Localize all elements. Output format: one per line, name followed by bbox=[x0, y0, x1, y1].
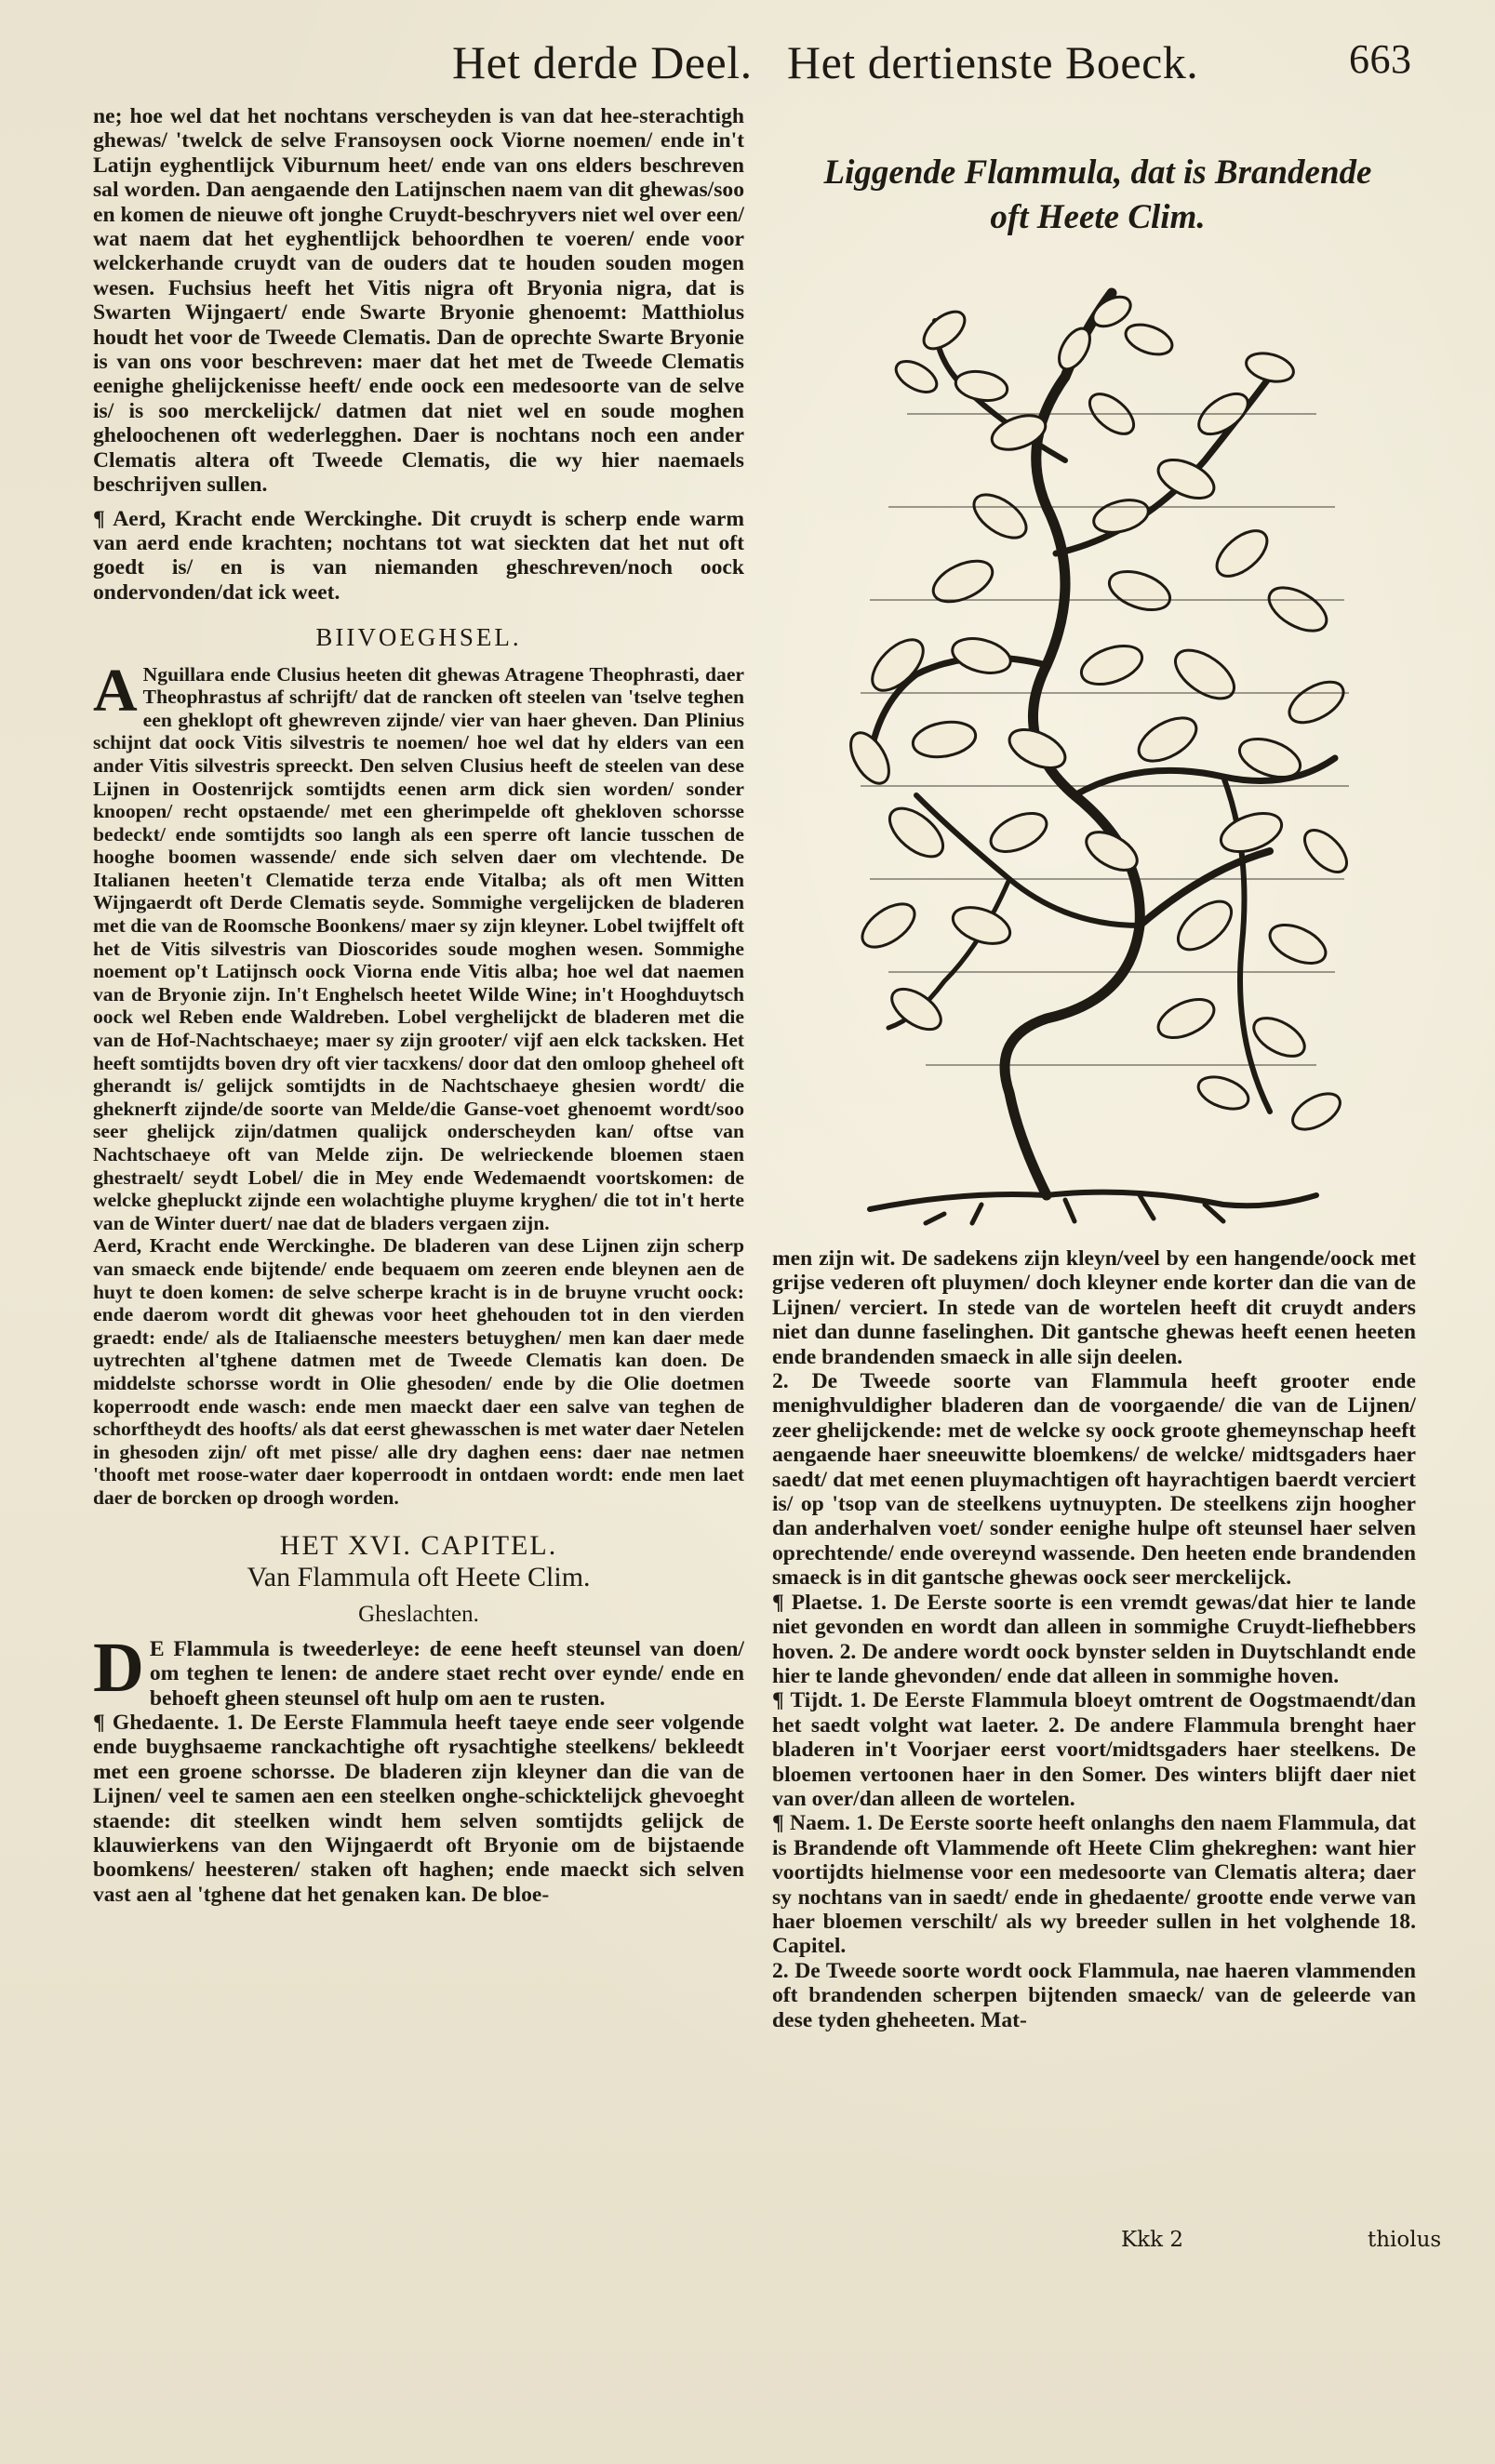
left-column bbox=[93, 104, 744, 1907]
chapter-subtitle: Gheslachten. bbox=[358, 1602, 479, 1628]
bijvoeghsel-paragraph-2: Aerd, Kracht ende Werckinghe. De bladeren van dese Lijnen zijn scherp van smaeck ende bijtende/ ende bequaem om zeeren ende bleynen aen de huyt te doen komen: de selve scherpe kracht is in de bruyne vrucht oock: ende daerom wordt dit ghewas voor heet ghehouden tot in den vierden graedt: ende/ als de Italiaensche meesters betuyghen/ men kan daer mede uytrechten al'tghene datmen met de Tweede Clematis kan doen. De middelste schorsse wordt in Olie ghesoden/ ende by die Olie doetmen koperroodt ende wasch: ende men maeckt daer een salve van teghen de schorftheydt des hoofts/ als dat eerst ghewasschen is met water daer Netelen in ghesoden zijn/ oft met pisse/ alle dry daghen eens: daer nae netmen 'thooft met roose-water daer koperroodt in ontdaen wordt: ende men laet daer de borcken op droogh worden. bbox=[93, 1234, 744, 1509]
right-paragraph-2: 2. De Tweede soorte van Flammula heeft grooter ende menighvuldigher bladeren dan de voorgaende/ die van de Lijnen/ zeer ghelijckende: met de welcke sy oock groote ghemeynschap heeft aengaende haer sneeuwitte bloemkens/ de welcke/ midtsgaders haer saedt/ dat met eenen pluymachtigen oft hayrachtigen baerdt verciert is/ op 'tsop van de steelkens uytnuypten. De steelkens zijn hoogher dan anderhalven voet/ sonder eenighe hulpe oft steunsel haer selven oprechtende/ ende overeynd wassende. Den heeten ende brandenden smaeck is in dit gantsche ghewas oock seer merckelijck. bbox=[772, 1369, 1416, 1591]
chapter-paragraph-1 bbox=[93, 1628, 744, 1711]
chapter-number: HET XVI. CAPITEL. bbox=[279, 1529, 558, 1561]
woodcut-plant-illustration bbox=[833, 274, 1363, 1228]
right-paragraph-6: 2. De Tweede soorte wordt oock Flammula, nae haeren vlammenden oft brandenden scherpen bijtenden smaeck/ van de geleerde van dese tyden gheheeten. Mat- bbox=[772, 1958, 1416, 2032]
figure-title-line-1: Liggende Flammula, dat is Brandende bbox=[823, 153, 1372, 192]
right-paragraph-4: ¶ Tijdt. 1. De Eerste Flammula bloeyt omtrent de Oogstmaendt/dan het saedt volght wat laeter. 2. De andere Flammula brenght haer bladeren in't Voorjaer eerst voort/midtsgaders haer steelkens. De bloemen vertoonen haer in den Somer. Des winters blijft daer niet van over/dan alleen de wortelen. bbox=[772, 1688, 1416, 1811]
left-paragraph-1: ne; hoe wel dat het nochtans verscheyden is van dat hee-sterachtigh ghewas/ 'twelck de selve Fransoysen oock Viorne noemen/ ende in't Latijn eyghentlijck Viburnum heet/ ende van ons elders beschreven sal worden. Dan aengaende den Latijnschen naem van dit ghewas/soo en komen de nieuwe oft jonghe Cruydt-beschryvers niet wel over een/ wat naem dat het eyghentlijck behoordhen te voeren/ ende voor welckerhande cruydt van de ouders dat te houden souden mogen wesen. Fuchsius heeft het Vitis nigra oft Bryonia nigra, dat is Swarten Wijngaert/ ende Swarte Bryonie ghenoemt: Matthiolus houdt het voor de Tweede Clematis. Dan de oprechte Swarte Bryonie is van ons voor beschreven: maer dat het met de Tweede Clematis eenighe ghelijckenisse heeft/ ende oock een medesoorte van de selve is/ is soo merckelijck/ datmen dat niet wel en soude moghen gheloochenen oft wederlegghen. Daer is nochtans noch een ander Clematis altera oft Tweede Clematis, die wy hier naemaels beschrijven sullen. bbox=[93, 104, 744, 498]
right-paragraph-3: ¶ Plaetse. 1. De Eerste soorte is een vremdt gewas/dat hier te lande niet gevonden en wordt dan alleen in sommighe Cruydt-liefhebbers hoven. 2. De andere wordt oock bynster selden in Duytschlandt ende hier te lande ghevonden/ ende dat alleen in sommighe hoven. bbox=[772, 1590, 1416, 1688]
left-paragraph-2: ¶ Aerd, Kracht ende Werckinghe. Dit cruydt is scherp ende warm van aerd ende krachten; nochtans tot wat sieckten dat het nut oft goedt is/ en is van niemanden gheschreven/noch oock ondervonden/dat ick weet. bbox=[93, 506, 744, 605]
chapter-text-1: E Flammula is tweederleye: de eene heeft steunsel van doen/ om teghen te lenen: de andere staet recht over eynde/ ende en behoeft gheen steunsel oft hulp om aen te rusten. bbox=[149, 1636, 744, 1711]
catchword: thiolus bbox=[1368, 2228, 1442, 2252]
bijvoeghsel-heading: BIIVOEGHSEL. bbox=[315, 623, 522, 652]
chapter-title: Van Flammula oft Heete Clim. bbox=[247, 1561, 591, 1592]
right-paragraph-5: ¶ Naem. 1. De Eerste soorte heeft onlanghs den naem Flammula, dat is Brandende oft Vlammende oft Heete Clim ghekreghen: want hier voortijdts hielmense voor een medesoorte van Clematis altera; daer sy nochtans van in saedt/ ende in ghedaente/ grootte ende verwe van haer bloemen verschilt/ als wy breeder sullen in het volghende 18. Capitel. bbox=[772, 1811, 1416, 1959]
bijvoeghsel-paragraph-1 bbox=[93, 656, 744, 1235]
bijvoeghsel-text-1: Nguillara ende Clusius heeten dit ghewas Atragene Theophrasti, daer Theophrastus af schrijft/ dat de rancken oft steelen van 'tselve teghen een gheklopt oft ghewreven zijnde/ vier van haer gheven. Dan Plinius schijnt dat oock Vitis silvestris te noemen/ hoe wel dat hy elders van een ander Vitis silvestris spreeckt. Den selven Clusius heeft de steelen van dese Lijnen in Oostenrijck somtijdts eenen arm dick sien worden/ sonder knoopen/ recht opstaende/ met een gherimpelde oft ghekloven schorsse bedeckt/ ende somtijdts soo langh als een sperre oft lancie tusschen de hooghe boomen wassende/ ende sich selven daer om vlechtende. De Italianen heeten't Clematide terza ende Vitalba; als oft men Witten Wijngaerdt oft Derde Clematis seyde. Sommighe vergelijcken de bladeren met die van de Roomsche Boonkens/ maer sy zijn kleyner. Lobel twijffelt oft het de Vitis silvestris van Dioscorides soude moghen wesen. Sommighe noement op't Latijnsch oock Viorna ende Vitis alba; hoe wel dat naemen van de Bryonie zijn. In't Enghelsch heetet Wilde Wine; in't Hooghduytsch oock wel Reben ende Waldreben. Lobel verghelijckt de bladeren met die van de Hof-Nachtschaeye; maer sy zijn grooter/ vijf aen elck tacksken. Het heeft somtijdts boven dry oft vier tacxkens/ door dat den omloop gheheel oft gherandt is/ gelijck somtijdts in de Nachtschaeye ghesien wordt/ die gheknerft zijnde/de soorte van Melde/die Ganse-voet ghenoemt wordt/soo seer ghelijck zijn/datmen qualijck onderscheyden kan/ oftse van Nachtschaeye oft van Melde zijn. De welrieckende bloemen staen ghestraelt/ seydt Lobel/ die in Mey ende Wedemaendt voortskomen: de welcke ghepluckt zijnde een wolachtighe pluyme kryghen/ die tot in't herte van de Winter duert/ nae dat de bladers vergaen zijn. bbox=[93, 662, 744, 1234]
figure-title-line-2: oft Heete Clim. bbox=[990, 198, 1206, 236]
chapter-paragraph-2: ¶ Ghedaente. 1. De Eerste Flammula heeft taeye ende seer volgende ende buyghsaeme ranckachtighe oft rysachtighe steelkens/ bekleedt met een groene schorsse. De bladeren zijn kleyner dan die van de Lijnen/ veel te samen aen een steelken onghe-schicktelijck ghevoeght staende: dit steelken windt hem selven somtijdts gelijck de klauwierkens van den Wijngaerdt oft Bryonie om de bijstaende boomkens/ heesteren/ staken oft haghen; ende maeckt sich selven vast aen al 'tghene dat het genaken kan. De bloe- bbox=[93, 1710, 744, 1907]
right-paragraph-1: men zijn wit. De sadekens zijn kleyn/veel by een hangende/oock met grijse vederen oft pluymen/ doch kleyner ende korter dan die van de Lijnen/ verciert. In stede van de wortelen heeft dit cruydt anders niet dan dunne faselinghen. Dit gantsche ghewas heeft eenen heeten ende brandenden smaeck in alle sijn deelen. bbox=[772, 1246, 1416, 1369]
running-head-part: Het derde Deel. bbox=[452, 36, 753, 88]
signature-mark: Kkk 2 bbox=[1121, 2228, 1184, 2252]
running-head-book: Het dertienste Boeck. bbox=[787, 36, 1199, 88]
page-number: 663 bbox=[1349, 36, 1412, 82]
figure-title bbox=[772, 151, 1423, 240]
drop-cap-d: D bbox=[93, 1628, 144, 1707]
right-column bbox=[772, 1246, 1416, 2032]
drop-cap-a: A bbox=[93, 656, 138, 725]
